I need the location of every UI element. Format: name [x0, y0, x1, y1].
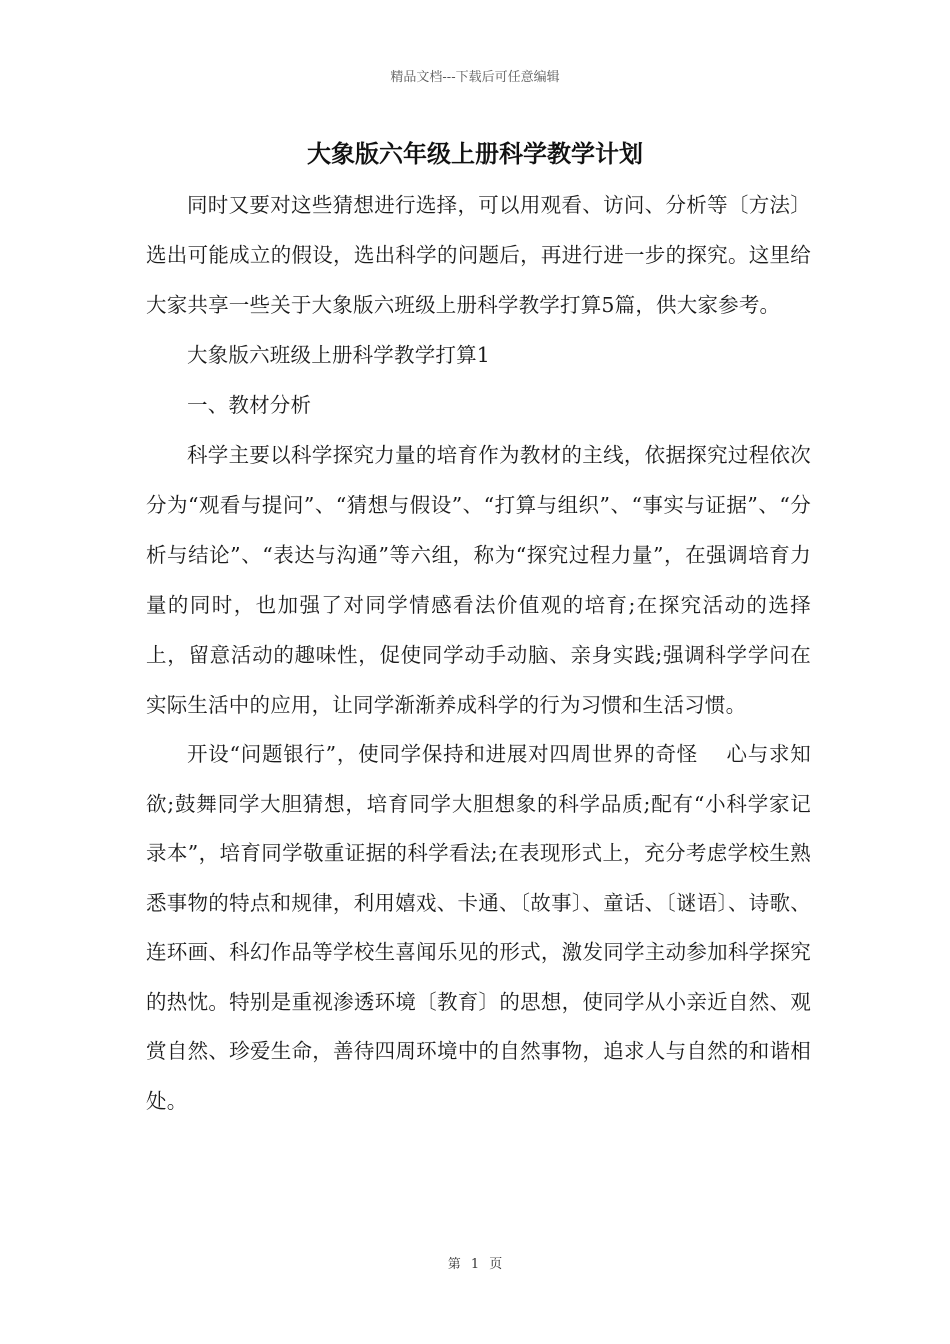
section-heading-plan-1: 大象版六班级上册科学教学打算1 — [187, 343, 491, 367]
page-header: 精品文档---下载后可任意编辑 — [390, 70, 560, 85]
paragraph-question-bank: 开设“问题银行”，使同学保持和进展对四周世界的奇怪 心与求知欲;鼓舞同学大胆猜想，培育同学大胆想象的科学品质;配有“小科学家记录本”，培育同学敬重证据的科学看法;在表现形式上，充分考虑学校生熟悉事物的特点和规律，利用嬉戏、卡通、〔故事〕、童话、〔谜语〕、诗歌、连环画、科幻作品等学校生喜闻乐见的形式，激发同学主动参加科学探究的热忱。特别是重视渗透环境〔教育〕的思想，使同学从小亲近自然、观赏自然、珍爱生命，善待四周环境中的自然事物，追求人与自然的和谐相处。 — [146, 742, 811, 1113]
paragraph-intro: 同时又要对这些猜想进行选择，可以用观看、访问、分析等〔方法〕选出可能成立的假设，选出科学的问题后，再进行进一步的探究。这里给大家共享一些关于大象版六班级上册科学教学打算5篇，供大家参考。 — [146, 193, 811, 317]
page-number: 第 1 页 — [447, 1257, 503, 1272]
document-title: 大象版六年级上册科学教学计划 — [307, 139, 643, 168]
paragraph-textbook-analysis: 科学主要以科学探究力量的培育作为教材的主线，依据探究过程依次分为“观看与提问”、“猜想与假设”、“打算与组织”、“事实与证据”、“分析与结论”、“表达与沟通”等六组，称为“探究过程力量”，在强调培育力量的同时，也加强了对同学情感看法价值观的培育;在探究活动的选择上，留意活动的趣味性，促使同学动手动脑、亲身实践;强调科学学问在实际生活中的应用，让同学渐渐养成科学的行为习惯和生活习惯。 — [146, 443, 811, 717]
document-body — [146, 180, 811, 1126]
section-heading-textbook-analysis: 一、教材分析 — [187, 393, 312, 417]
